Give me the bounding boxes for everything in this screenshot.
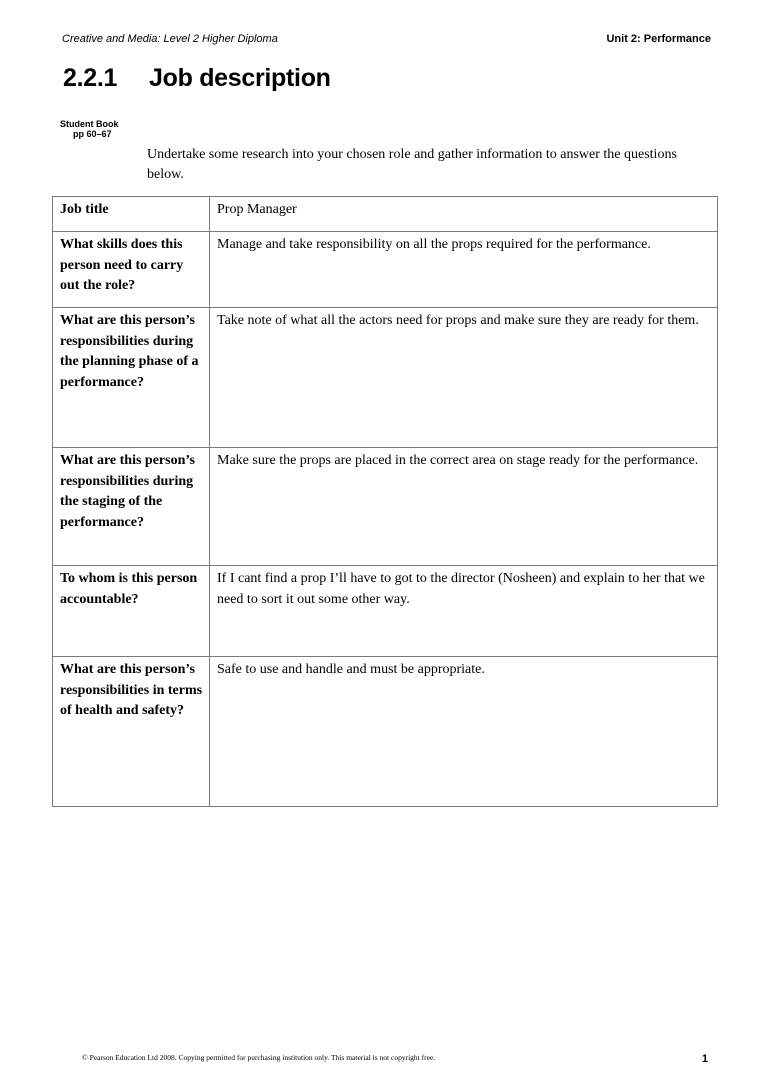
section-title: Job description <box>149 64 331 92</box>
answer-cell: Make sure the props are placed in the correct area on stage ready for the performance. <box>210 448 718 566</box>
job-description-table <box>52 196 718 807</box>
table-row <box>53 197 718 232</box>
section-number: 2.2.1 <box>63 64 118 92</box>
page-number: 1 <box>701 1053 708 1065</box>
question-cell: What are this person’s responsibilities during the planning phase of a performance? <box>53 308 210 448</box>
table-row <box>53 566 718 657</box>
answer-cell: Take note of what all the actors need for props and make sure they are ready for them. <box>210 308 718 448</box>
question-cell: What are this person’s responsibilities during the staging of the performance? <box>53 448 210 566</box>
table-row <box>53 657 718 807</box>
course-header: Creative and Media: Level 2 Higher Diploma <box>62 33 278 45</box>
instructions: Undertake some research into your chosen role and gather information to answer the questions below. <box>147 147 677 182</box>
page-title <box>63 64 331 93</box>
table-row <box>53 232 718 308</box>
answer-cell: Safe to use and handle and must be appropriate. <box>210 657 718 807</box>
answer-cell: Prop Manager <box>210 197 718 232</box>
table-row <box>53 448 718 566</box>
question-cell: What skills does this person need to carry out the role? <box>53 232 210 308</box>
question-cell: Job title <box>53 197 210 232</box>
student-book-reference <box>60 119 119 139</box>
reference-label: Student Book <box>60 119 119 129</box>
answer-cell: Manage and take responsibility on all the props required for the performance. <box>210 232 718 308</box>
question-cell: What are this person’s responsibilities in terms of health and safety? <box>53 657 210 807</box>
table-row <box>53 308 718 448</box>
question-cell: To whom is this person accountable? <box>53 566 210 657</box>
unit-header: Unit 2: Performance <box>606 33 711 45</box>
answer-cell: If I cant find a prop I’ll have to got to the director (Nosheen) and explain to her that we need to sort it out some other way. <box>210 566 718 657</box>
reference-pages: pp 60–67 <box>73 129 112 139</box>
copyright-notice: © Pearson Education Ltd 2008. Copying permitted for purchasing institution only. This material is not copyright free. <box>82 1053 436 1062</box>
